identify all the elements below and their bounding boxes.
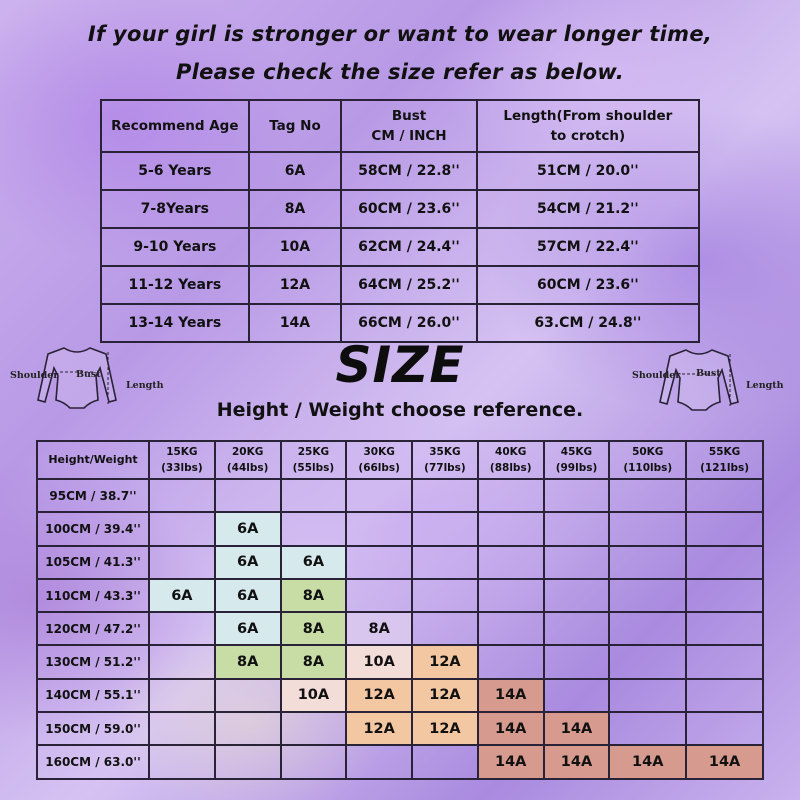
size-cell [149,479,215,512]
size-cell: 6A [149,579,215,612]
weight-kg: 25KG [297,446,330,458]
length-cell: 54CM / 21.2'' [477,190,699,228]
size-cell [478,579,544,612]
size-cell: 14A [478,745,544,778]
size-cell: 14A [478,679,544,712]
header-bust [341,100,476,152]
weight-lbs: (33lbs) [161,462,203,474]
age-cell: 11-12 Years [101,266,249,304]
size-cell: 6A [215,512,281,545]
size-cell: 10A [281,679,347,712]
height-row [37,546,763,579]
height-row [37,512,763,545]
weight-header [149,441,215,479]
size-cell: 8A [281,579,347,612]
height-label: 110CM / 43.3'' [37,579,149,612]
weight-kg: 15KG [166,446,198,458]
header-length [477,100,699,152]
size-cell: 14A [478,712,544,745]
size-cell [544,612,610,645]
header-tag-no: Tag No [249,100,342,152]
size-cell [412,479,478,512]
size-cell: 6A [215,579,281,612]
size-cell [478,479,544,512]
header-bust-label: Bust [391,108,427,124]
size-cell: 8A [215,645,281,678]
size-cell [686,612,763,645]
tag-cell: 12A [249,266,342,304]
size-cell [149,512,215,545]
bust-cell: 62CM / 24.4'' [341,228,476,266]
size-cell [346,579,412,612]
size-cell [149,612,215,645]
weight-kg: 35KG [429,446,461,458]
age-cell: 9-10 Years [101,228,249,266]
height-label: 140CM / 55.1'' [37,679,149,712]
weight-kg: 40KG [495,446,527,458]
weight-header [281,441,347,479]
size-cell [149,712,215,745]
size-cell [544,512,610,545]
size-cell: 6A [215,546,281,579]
size-cell [215,712,281,745]
height-row [37,612,763,645]
weight-kg: 55KG [708,446,741,458]
size-cell [412,546,478,579]
height-weight-subtitle: Height / Weight choose reference. [216,399,584,421]
size-cell: 8A [281,645,347,678]
weight-kg: 30KG [363,446,395,458]
size-cell [686,546,763,579]
bust-cell: 64CM / 25.2'' [341,266,476,304]
size-chart-row [101,152,699,190]
headline-line-1: If your girl is stronger or want to wear longer time, [87,22,713,46]
weight-header [544,441,610,479]
weight-lbs: (44lbs) [226,462,269,474]
size-cell [215,679,281,712]
header-height-weight: Height/Weight [37,441,149,479]
size-cell: 6A [281,546,347,579]
weight-header [686,441,763,479]
size-cell: 12A [412,645,478,678]
size-cell [544,546,610,579]
size-cell: 8A [281,612,347,645]
size-cell [149,645,215,678]
weight-lbs: (66lbs) [358,462,400,474]
bust-cell: 66CM / 26.0'' [341,304,476,342]
size-cell [686,479,763,512]
height-label: 160CM / 63.0'' [37,745,149,778]
size-cell [281,712,347,745]
bust-cell: 60CM / 23.6'' [341,190,476,228]
size-cell: 14A [544,712,610,745]
size-cell [149,679,215,712]
size-chart-row [101,228,699,266]
shoulder-label: Shoulder [632,370,681,381]
height-label: 150CM / 59.0'' [37,712,149,745]
size-cell: 14A [686,745,763,778]
size-cell: 6A [215,612,281,645]
size-cell [544,679,610,712]
height-weight-header-row [37,441,763,479]
size-cell: 12A [346,712,412,745]
size-cell [412,745,478,778]
weight-header [215,441,281,479]
size-cell: 8A [346,612,412,645]
size-cell [544,645,610,678]
height-row [37,479,763,512]
size-cell [609,512,686,545]
size-cell [686,679,763,712]
height-weight-table [36,440,764,780]
size-cell [215,479,281,512]
size-cell [346,512,412,545]
size-cell: 12A [346,679,412,712]
height-row [37,679,763,712]
size-cell [346,546,412,579]
height-row [37,645,763,678]
length-cell: 63.CM / 24.8'' [477,304,699,342]
size-cell [686,645,763,678]
size-cell [544,479,610,512]
weight-header [346,441,412,479]
shoulder-label: Shoulder [10,370,59,381]
weight-kg: 20KG [231,446,264,458]
header-length-suffix: to crotch) [550,128,626,144]
header-recommend-age: Recommend Age [101,100,249,152]
size-cell [478,546,544,579]
size-chart-row [101,190,699,228]
length-cell: 57CM / 22.4'' [477,228,699,266]
size-chart-row [101,266,699,304]
height-label: 130CM / 51.2'' [37,645,149,678]
size-cell [609,579,686,612]
tag-cell: 8A [249,190,342,228]
size-chart-header-row [101,100,699,152]
size-cell [281,479,347,512]
size-cell: 14A [544,745,610,778]
height-label: 100CM / 39.4'' [37,512,149,545]
size-cell [544,579,610,612]
bust-cell: 58CM / 22.8'' [341,152,476,190]
size-cell [412,579,478,612]
size-cell [609,645,686,678]
size-cell [412,612,478,645]
header-length-label: Length(From shoulder [503,108,673,124]
size-cell [609,479,686,512]
size-cell [686,512,763,545]
size-cell [609,612,686,645]
tag-cell: 6A [249,152,342,190]
weight-lbs: (77lbs) [424,462,466,474]
weight-lbs: (110lbs) [623,462,673,474]
size-cell: 12A [412,712,478,745]
size-cell [609,712,686,745]
length-cell: 51CM / 20.0'' [477,152,699,190]
weight-header [412,441,478,479]
bust-label: Bust [696,368,721,379]
weight-header [478,441,544,479]
tag-cell: 14A [249,304,342,342]
size-cell [478,645,544,678]
weight-lbs: (88lbs) [489,462,532,474]
size-title: SIZE [335,336,465,394]
size-cell [149,546,215,579]
height-row [37,712,763,745]
tag-cell: 10A [249,228,342,266]
header-bust-unit: CM / INCH [371,128,447,144]
length-label: Length [746,380,784,391]
age-cell: 7-8Years [101,190,249,228]
height-label: 120CM / 47.2'' [37,612,149,645]
size-cell [478,512,544,545]
weight-kg: 50KG [632,446,664,458]
height-row [37,745,763,778]
length-label: Length [126,380,164,391]
size-cell [686,579,763,612]
size-cell [346,479,412,512]
weight-lbs: (121lbs) [700,462,750,474]
weight-lbs: (99lbs) [555,462,598,474]
size-cell [686,712,763,745]
size-chart-table [100,99,700,343]
size-cell: 10A [346,645,412,678]
weight-kg: 45KG [560,446,593,458]
size-cell [609,546,686,579]
size-cell [412,512,478,545]
headline-line-2: Please check the size refer as below. [175,60,625,84]
size-cell [478,612,544,645]
weight-header [609,441,686,479]
size-cell [149,745,215,778]
size-cell [281,745,347,778]
age-cell: 13-14 Years [101,304,249,342]
weight-lbs: (55lbs) [292,462,335,474]
size-cell: 14A [609,745,686,778]
height-row [37,579,763,612]
size-cell: 12A [412,679,478,712]
size-cell [215,745,281,778]
length-cell: 60CM / 23.6'' [477,266,699,304]
size-cell [609,679,686,712]
size-cell [281,512,347,545]
bust-label: Bust [76,369,101,380]
age-cell: 5-6 Years [101,152,249,190]
height-label: 105CM / 41.3'' [37,546,149,579]
height-label: 95CM / 38.7'' [37,479,149,512]
size-cell [346,745,412,778]
